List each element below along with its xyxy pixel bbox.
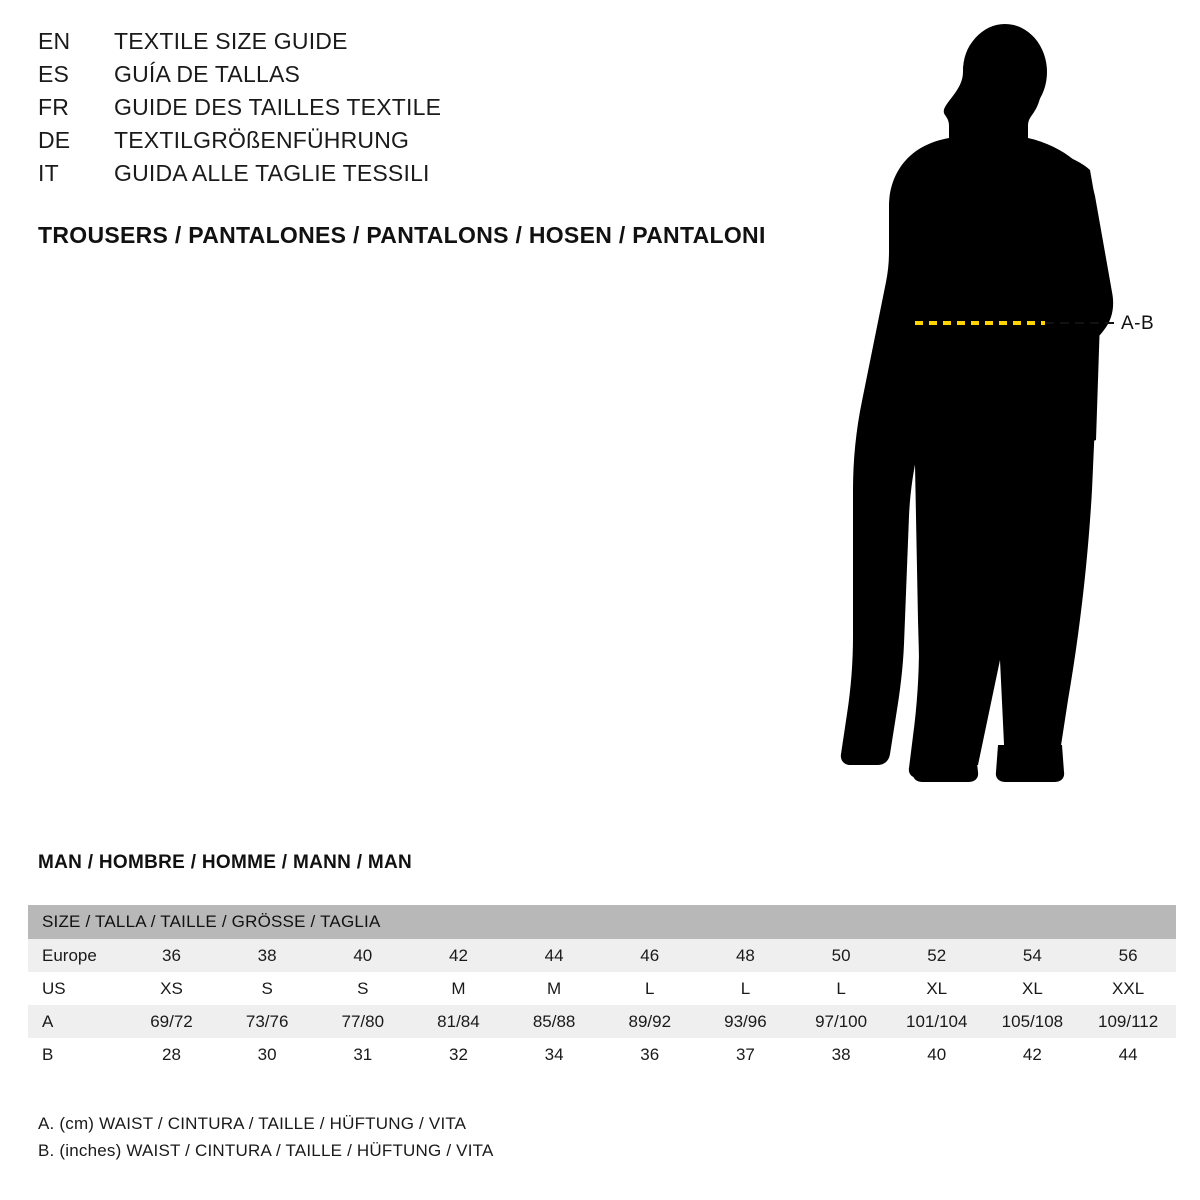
language-row xyxy=(38,94,798,127)
table-cell: 44 xyxy=(506,939,602,972)
table-cell: 56 xyxy=(1080,939,1176,972)
size-table xyxy=(28,905,1176,1071)
language-text: GUIDA ALLE TAGLIE TESSILI xyxy=(114,160,430,186)
table-cell: 42 xyxy=(411,939,507,972)
table-cell: 97/100 xyxy=(793,1005,889,1038)
table-cell: 81/84 xyxy=(411,1005,507,1038)
table-cell: 101/104 xyxy=(889,1005,985,1038)
language-code: FR xyxy=(38,94,70,120)
language-text: TEXTILGRÖßENFÜHRUNG xyxy=(114,127,410,153)
table-cell: 52 xyxy=(889,939,985,972)
table-cell: 73/76 xyxy=(219,1005,315,1038)
table-cell: XXL xyxy=(1080,972,1176,1005)
table-cell: 46 xyxy=(602,939,698,972)
language-code: EN xyxy=(38,28,71,54)
table-cell: 42 xyxy=(985,1038,1081,1071)
table-cell: S xyxy=(315,972,411,1005)
table-cell: 77/80 xyxy=(315,1005,411,1038)
table-cell: 40 xyxy=(315,939,411,972)
table-cell: XS xyxy=(124,972,220,1005)
table-cell: 89/92 xyxy=(602,1005,698,1038)
language-text: GUÍA DE TALLAS xyxy=(114,61,301,87)
table-cell: 85/88 xyxy=(506,1005,602,1038)
table-cell: 44 xyxy=(1080,1038,1176,1071)
table-cell: 109/112 xyxy=(1080,1005,1176,1038)
footnote-b: B. (inches) WAIST / CINTURA / TAILLE / HÜFTUNG / VITA xyxy=(38,1141,494,1160)
language-row xyxy=(38,28,798,61)
table-row xyxy=(28,939,1176,972)
table-cell: 54 xyxy=(985,939,1081,972)
table-cell: 38 xyxy=(219,939,315,972)
garment-type-title: TROUSERS / PANTALONES / PANTALONS / HOSEN / PANTALONI xyxy=(38,222,766,248)
figure-silhouette xyxy=(800,20,1200,810)
table-cell: M xyxy=(411,972,507,1005)
language-text: GUIDE DES TAILLES TEXTILE xyxy=(114,94,442,120)
language-list xyxy=(38,28,798,193)
table-cell: 36 xyxy=(602,1038,698,1071)
row-label: A xyxy=(28,1005,124,1038)
table-cell: 32 xyxy=(411,1038,507,1071)
table-cell: L xyxy=(793,972,889,1005)
table-cell: 28 xyxy=(124,1038,220,1071)
table-header-row xyxy=(28,905,1176,939)
table-cell: M xyxy=(506,972,602,1005)
table-cell: 50 xyxy=(793,939,889,972)
language-code: IT xyxy=(38,160,59,186)
table-row xyxy=(28,1038,1176,1071)
table-cell: 37 xyxy=(698,1038,794,1071)
row-label: Europe xyxy=(28,939,124,972)
table-cell: 105/108 xyxy=(985,1005,1081,1038)
language-code: ES xyxy=(38,61,70,87)
table-cell: L xyxy=(698,972,794,1005)
table-cell: XL xyxy=(985,972,1081,1005)
language-row xyxy=(38,61,798,94)
silhouette-body xyxy=(910,24,1113,782)
table-row xyxy=(28,1005,1176,1038)
row-label: B xyxy=(28,1038,124,1071)
row-label: US xyxy=(28,972,124,1005)
table-cell: S xyxy=(219,972,315,1005)
measure-label-ab: A-B xyxy=(1121,313,1155,334)
footnote-a: A. (cm) WAIST / CINTURA / TAILLE / HÜFTUNG / VITA xyxy=(38,1114,467,1133)
table-cell: 31 xyxy=(315,1038,411,1071)
language-code: DE xyxy=(38,127,71,153)
table-cell: XL xyxy=(889,972,985,1005)
table-cell: L xyxy=(602,972,698,1005)
language-row xyxy=(38,127,798,160)
language-row xyxy=(38,160,798,193)
table-cell: 34 xyxy=(506,1038,602,1071)
table-cell: 40 xyxy=(889,1038,985,1071)
table-cell: 36 xyxy=(124,939,220,972)
table-cell: 48 xyxy=(698,939,794,972)
table-section-label: MAN / HOMBRE / HOMME / MANN / MAN xyxy=(38,852,413,873)
footnotes xyxy=(38,1110,938,1164)
table-cell: 93/96 xyxy=(698,1005,794,1038)
table-cell: 30 xyxy=(219,1038,315,1071)
language-text: TEXTILE SIZE GUIDE xyxy=(114,28,348,54)
table-cell: 38 xyxy=(793,1038,889,1071)
table-cell: 69/72 xyxy=(124,1005,220,1038)
table-header-label: SIZE / TALLA / TAILLE / GRÖSSE / TAGLIA xyxy=(28,905,1176,939)
table-row xyxy=(28,972,1176,1005)
